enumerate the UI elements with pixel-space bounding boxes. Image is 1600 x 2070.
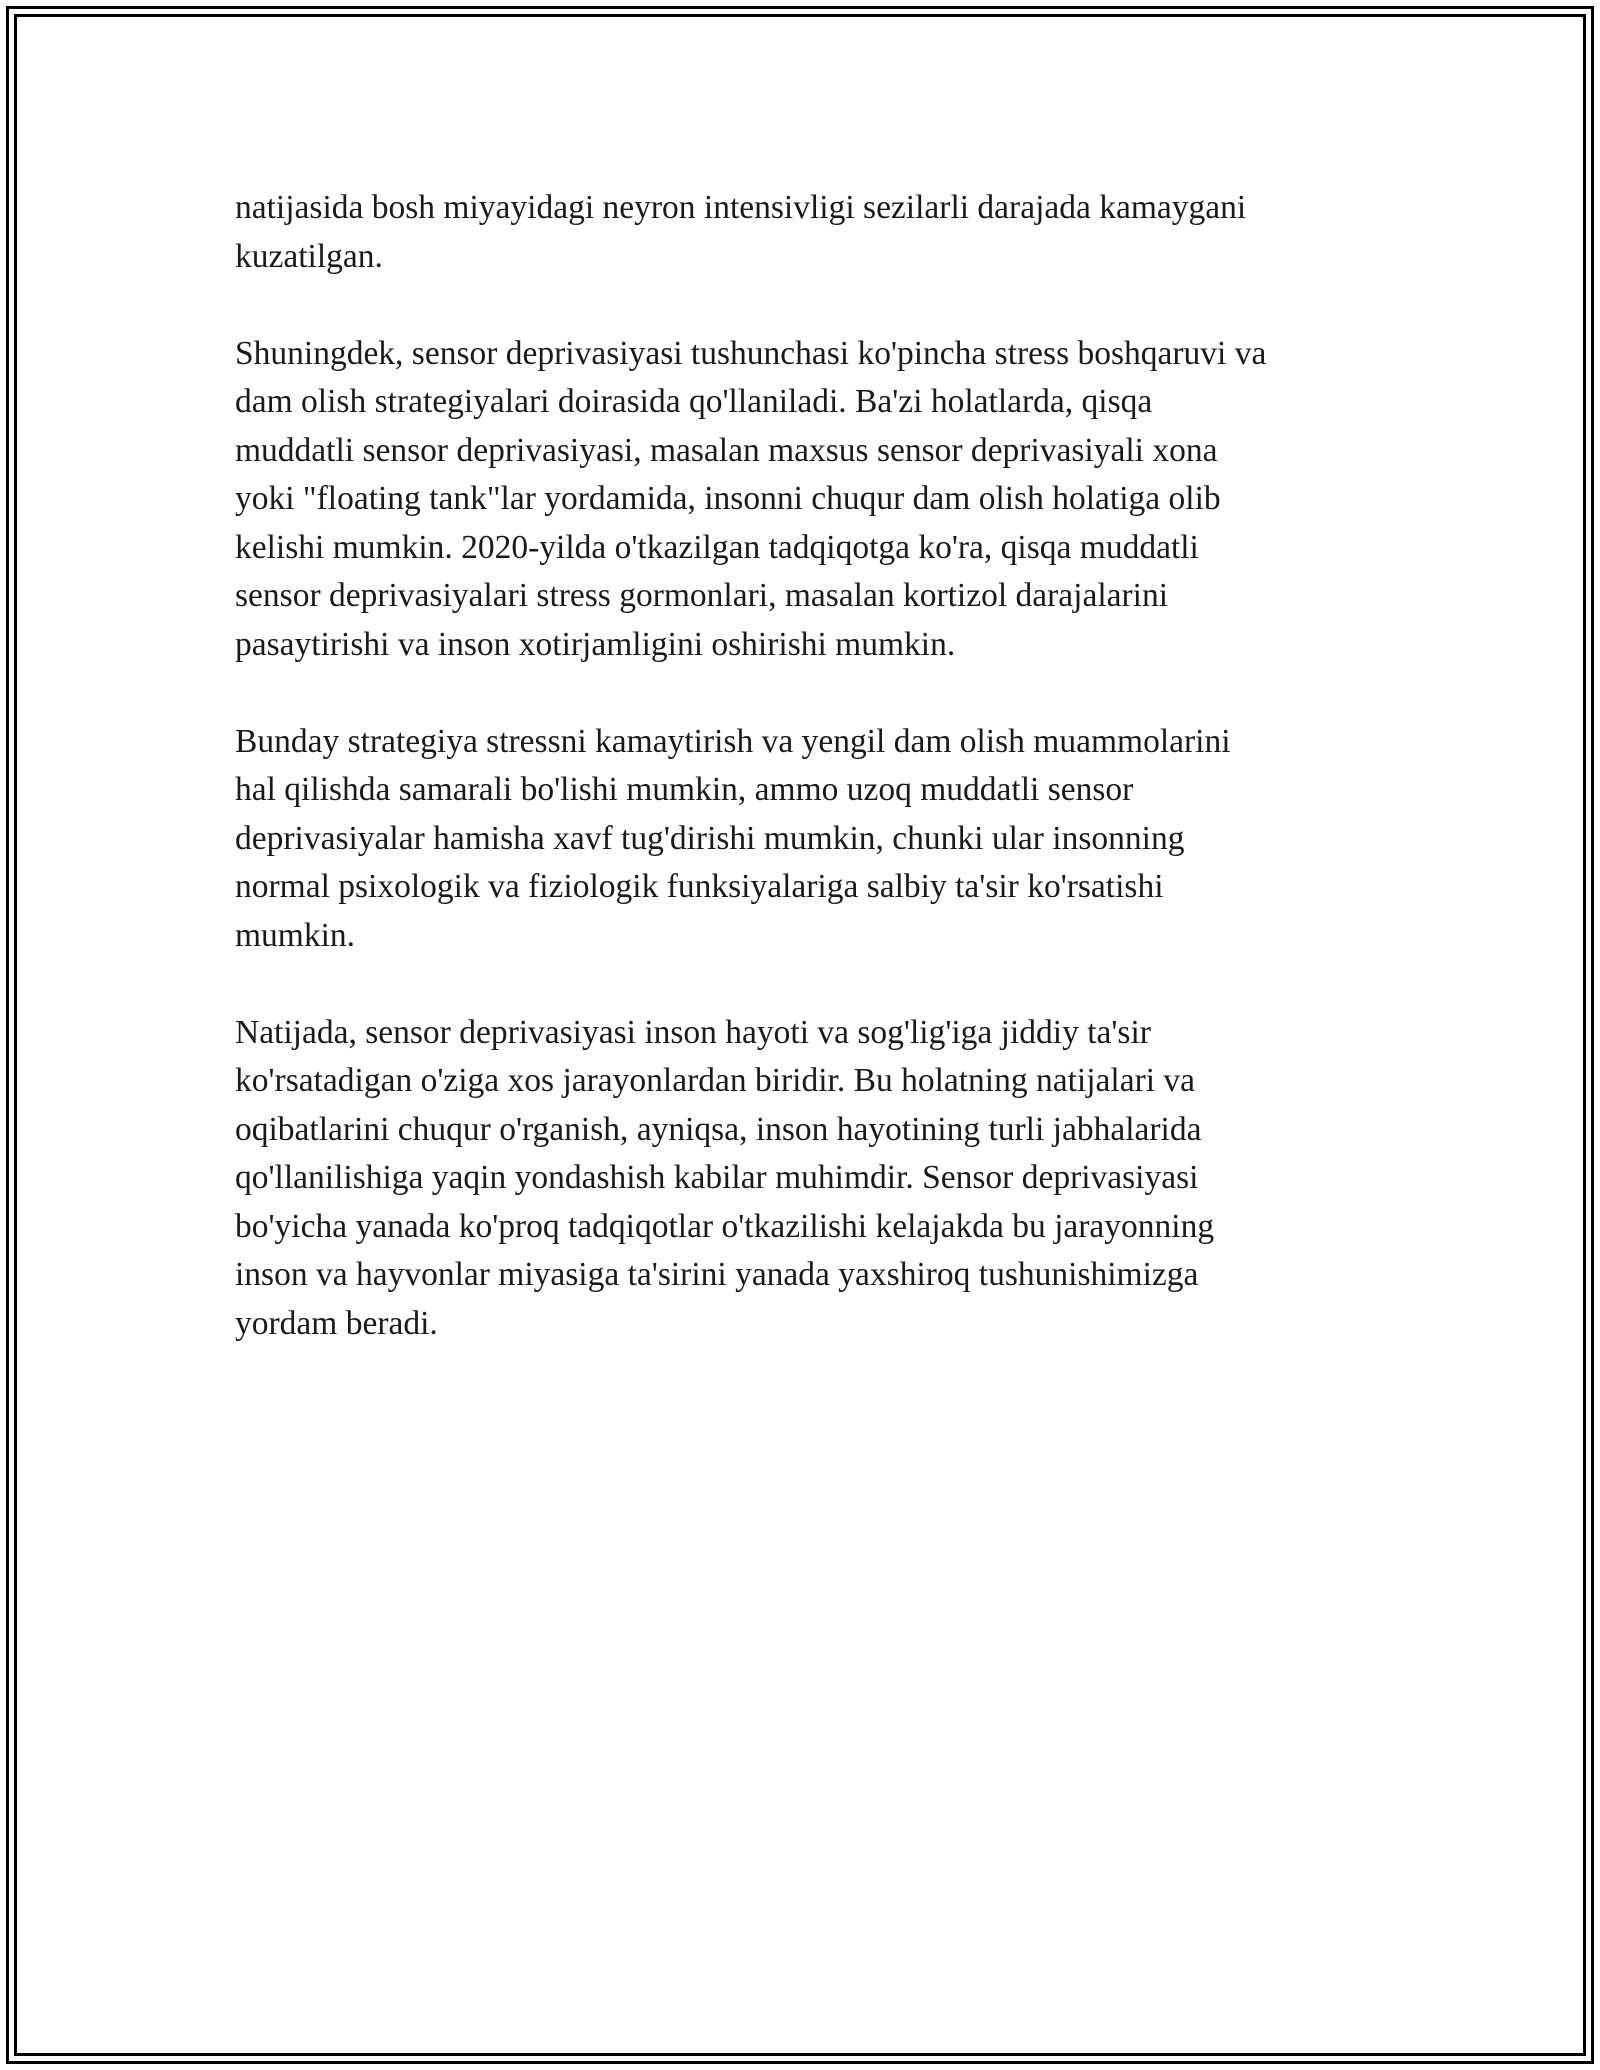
text-line: pasaytirishi va inson xotirjamligini oshirishi mumkin. [235,625,956,663]
text-line: Shuningdek, sensor deprivasiyasi tushunchasi ko'pincha stress boshqaruvi va [235,334,1267,372]
paragraph-1 [235,184,1385,281]
text-line: bo'yicha yanada ko'proq tadqiqotlar o'tkazilishi kelajakda bu jarayonning [235,1207,1215,1245]
text-line: ko'rsatadigan o'ziga xos jarayonlardan biridir. Bu holatning natijalari va [235,1062,1196,1099]
text-line: inson va hayvonlar miyasiga ta'sirini yanada yaxshiroq tushunishimizga [235,1256,1199,1293]
text-line: muddatli sensor deprivasiyasi, masalan maxsus sensor deprivasiyali xona [235,431,1218,469]
paragraph-3 [235,718,1385,961]
text-line: kelishi mumkin. 2020-yilda o'tkazilgan tadqiqotga ko'ra, qisqa muddatli [235,528,1199,566]
text-line: yoki "floating tank"lar yordamida, insonni chuqur dam olish holatiga olib [235,480,1221,517]
text-line: qo'llanilishiga yaqin yondashish kabilar muhimdir. Sensor deprivasiyasi [235,1159,1199,1196]
text-line: oqibatlarini chuqur o'rganish, ayniqsa, inson hayotining turli jabhalarida [235,1110,1202,1148]
text-line: kuzatilgan. [235,237,383,275]
text-line: hal qilishda samarali bo'lishi mumkin, ammo uzoq muddatli sensor [235,771,1134,808]
text-line: Natijada, sensor deprivasiyasi inson hayoti va sog'lig'iga jiddiy ta'sir [235,1013,1151,1051]
text-line: deprivasiyalar hamisha xavf tug'dirishi mumkin, chunki ular insonning [235,819,1185,857]
text-line: sensor deprivasiyalari stress gormonlari, masalan kortizol darajalarini [235,577,1169,614]
text-line: yordam beradi. [235,1304,438,1342]
document-body [235,184,1385,1397]
text-line: dam olish strategiyalari doirasida qo'llaniladi. Ba'zi holatlarda, qisqa [235,383,1153,420]
paragraph-2 [235,330,1385,670]
text-line: Bunday strategiya stressni kamaytirish va yengil dam olish muammolarini [235,722,1231,760]
text-line: mumkin. [235,916,356,954]
text-line: natijasida bosh miyayidagi neyron intensivligi sezilarli darajada kamaygani [235,189,1247,226]
text-line: normal psixologik va fiziologik funksiyalariga salbiy ta'sir ko'rsatishi [235,868,1164,905]
paragraph-4 [235,1009,1385,1349]
